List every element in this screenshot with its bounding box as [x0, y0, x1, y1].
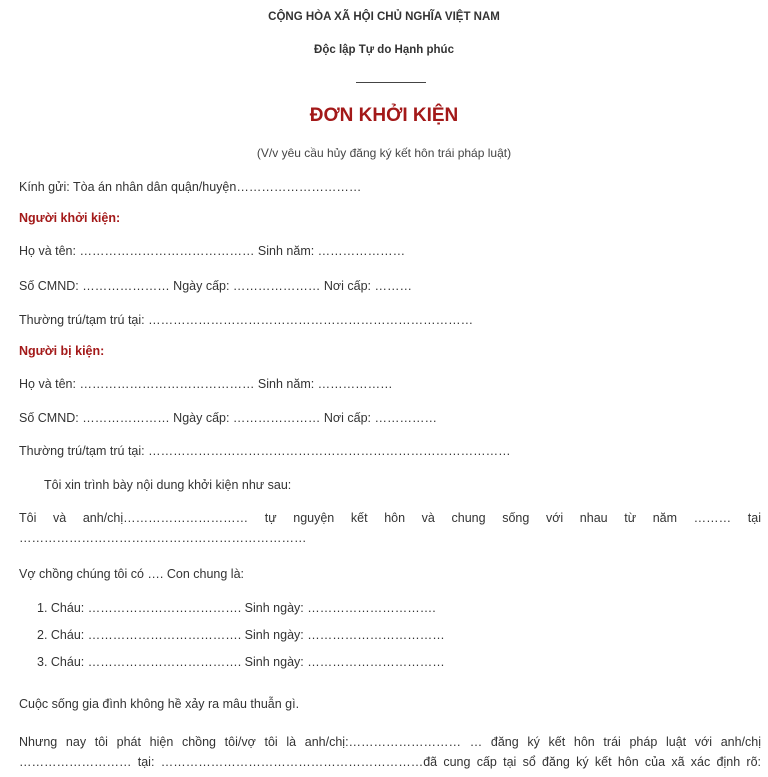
defendant-name-line: Họ và tên: …………………………………… Sinh năm: ………………: [19, 377, 393, 391]
marriage-paragraph-line2: ……………………………………………………………: [19, 531, 307, 545]
header-divider: [356, 82, 426, 83]
plaintiff-id-line: Số CMND: ………………… Ngày cấp: ………………… Nơi cấp: ………: [19, 279, 412, 293]
child-item-1: 1. Cháu: ………………………………. Sinh ngày: ………………………….: [37, 601, 436, 615]
national-motto: Độc lập Tự do Hạnh phúc: [314, 44, 454, 56]
children-intro: Vợ chồng chúng tôi có …. Con chung là:: [19, 567, 244, 581]
marriage-paragraph-line1: Tôi và anh/chị………………………… tự nguyện kết hôn và chung sống với nhau từ năm ……… tại: [19, 511, 761, 525]
plaintiff-heading: Người khởi kiện:: [19, 211, 121, 225]
recipient-line: Kính gửi: Tòa án nhân dân quận/huyện…………………………: [19, 180, 362, 194]
child-item-3: 3. Cháu: ………………………………. Sinh ngày: ……………………………: [37, 655, 445, 669]
defendant-heading: Người bị kiện:: [19, 344, 105, 358]
document-subtitle: (V/v yêu cầu hủy đăng ký kết hôn trái pháp luật): [256, 146, 512, 160]
defendant-address-line: Thường trú/tạm trú tại: ……………………………………………………………………………: [19, 444, 511, 458]
child-item-2: 2. Cháu: ………………………………. Sinh ngày: ……………………………: [37, 628, 445, 642]
national-title: CỘNG HÒA XÃ HỘI CHỦ NGHĨA VIỆT NAM: [268, 11, 500, 23]
defendant-id-line: Số CMND: ………………… Ngày cấp: ………………… Nơi cấp: ……………: [19, 411, 437, 425]
document-title: ĐƠN KHỞI KIỆN: [309, 105, 459, 126]
no-conflict-line: Cuộc sống gia đình không hề xảy ra mâu thuẫn gì.: [19, 697, 300, 711]
violation-paragraph-line1: Nhưng nay tôi phát hiện chồng tôi/vợ tôi là anh/chị:……………………… … đăng ký kết hôn trái pháp luật với anh/chị: [19, 735, 761, 749]
plaintiff-address-line: Thường trú/tạm trú tại: ……………………………………………………………………: [19, 313, 474, 327]
violation-paragraph-line2: ……………………… tại: ………………………………………………………đã cung cấp tại sổ đăng ký kết hôn của xã xác định rõ:: [19, 755, 761, 769]
plaintiff-name-line: Họ và tên: …………………………………… Sinh năm: …………………: [19, 244, 406, 258]
statement-intro: Tôi xin trình bày nội dung khởi kiện như sau:: [44, 478, 292, 492]
